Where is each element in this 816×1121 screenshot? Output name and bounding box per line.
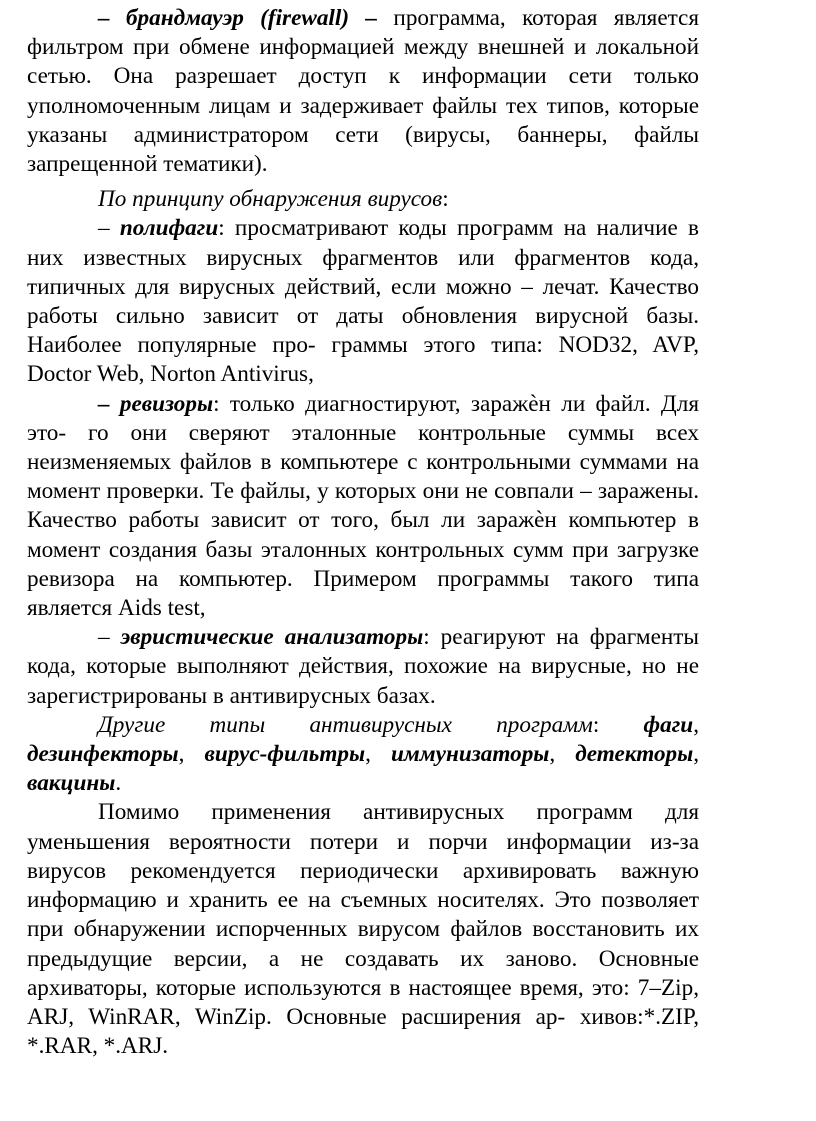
other-types-intro: Другие типы антивирусных программ bbox=[98, 711, 593, 738]
other-type-item: дезинфекторы bbox=[27, 741, 179, 768]
polyphages-term: полифаги bbox=[119, 215, 219, 242]
other-type-item: детекторы bbox=[575, 741, 694, 768]
heuristic-dash: – bbox=[98, 624, 121, 651]
other-type-separator: , bbox=[549, 741, 576, 768]
other-type-separator: , bbox=[693, 711, 699, 738]
detection-heading bbox=[27, 185, 699, 214]
auditors-definition: : только диагностируют, заражѐн ли файл. Для это- го они сверяют эталонные контрольные суммы всех неизменяемых файлов в компьютере с контрольными суммами на момент проверки. Те файлы, у которых они не совпали – заражены. Качество работы зависит от того, был ли заражѐн компьютер в момент создания базы эталонных контрольных сумм при загрузке ревизора на компьютер. Примером программы такого типа является Aids test, bbox=[27, 390, 699, 622]
other-type-separator: , bbox=[693, 741, 700, 768]
polyphages-paragraph bbox=[27, 214, 699, 389]
heuristic-definition: : реагируют на фрагменты кода, которые выполняют действия, похожие на вирусные, но не зарегистрированы в антивирусных базах. bbox=[27, 624, 700, 709]
other-type-item: вирус-фильтры bbox=[204, 741, 366, 768]
other-types-paragraph bbox=[27, 711, 699, 799]
other-type-separator: , bbox=[178, 741, 205, 768]
firewall-term: – брандмауэр (firewall) – bbox=[98, 5, 378, 31]
other-type-separator: , bbox=[365, 741, 391, 768]
polyphages-dash: – bbox=[98, 215, 120, 242]
archiving-paragraph bbox=[27, 798, 699, 1061]
detection-heading-text: По принципу обнаружения вирусов bbox=[98, 186, 443, 213]
polyphages-definition: : просматривают коды программ на наличие в них известных вирусных фрагментов или фрагментов кода, типичных для вирусных действий, если можно – лечат. Качество работы сильно зависит от даты обновления вирусной базы. Наиболее популярные про- граммы этого типа: NOD32, AVP, Doctor Web, Norton Antivirus, bbox=[27, 215, 700, 388]
other-type-item: фаги bbox=[643, 711, 694, 738]
document-page bbox=[27, 4, 699, 1061]
auditors-paragraph bbox=[27, 390, 699, 624]
firewall-paragraph bbox=[27, 4, 699, 179]
auditors-term: – ревизоры bbox=[98, 390, 214, 417]
firewall-definition: программа, которая является фильтром при обмене информацией между внешней и локальной сетью. Она разрешает доступ к информации сети только уполномоченным лицам и задерживает файлы тех типов, которые указаны администратором сети (вирусы, баннеры, файлы запрещенной тематики). bbox=[27, 5, 700, 178]
other-types-colon: : bbox=[592, 711, 644, 738]
other-types-end: . bbox=[115, 770, 122, 797]
heuristic-term: эвристические анализаторы bbox=[120, 624, 424, 651]
detection-heading-colon: : bbox=[442, 186, 449, 213]
other-type-item: вакцины bbox=[27, 770, 116, 797]
heuristic-paragraph bbox=[27, 623, 699, 711]
other-type-item: иммунизаторы bbox=[391, 741, 550, 768]
archiving-text: Помимо применения антивирусных программ для уменьшения вероятности потери и порчи информации из-за вирусов рекомендуется периодически архивировать важную информацию и хранить ее на съемных носителях. Это позволяет при обнаружении испорченных вирусом файлов восстановить их предыдущие версии, а не создавать их заново. Основные архиваторы, которые используются в настоящее время, это: 7–Zip, ARJ, WinRAR, WinZip. Основные расширения ар- хивов:*.ZIP, *.RAR, *.ARJ. bbox=[27, 799, 699, 1060]
